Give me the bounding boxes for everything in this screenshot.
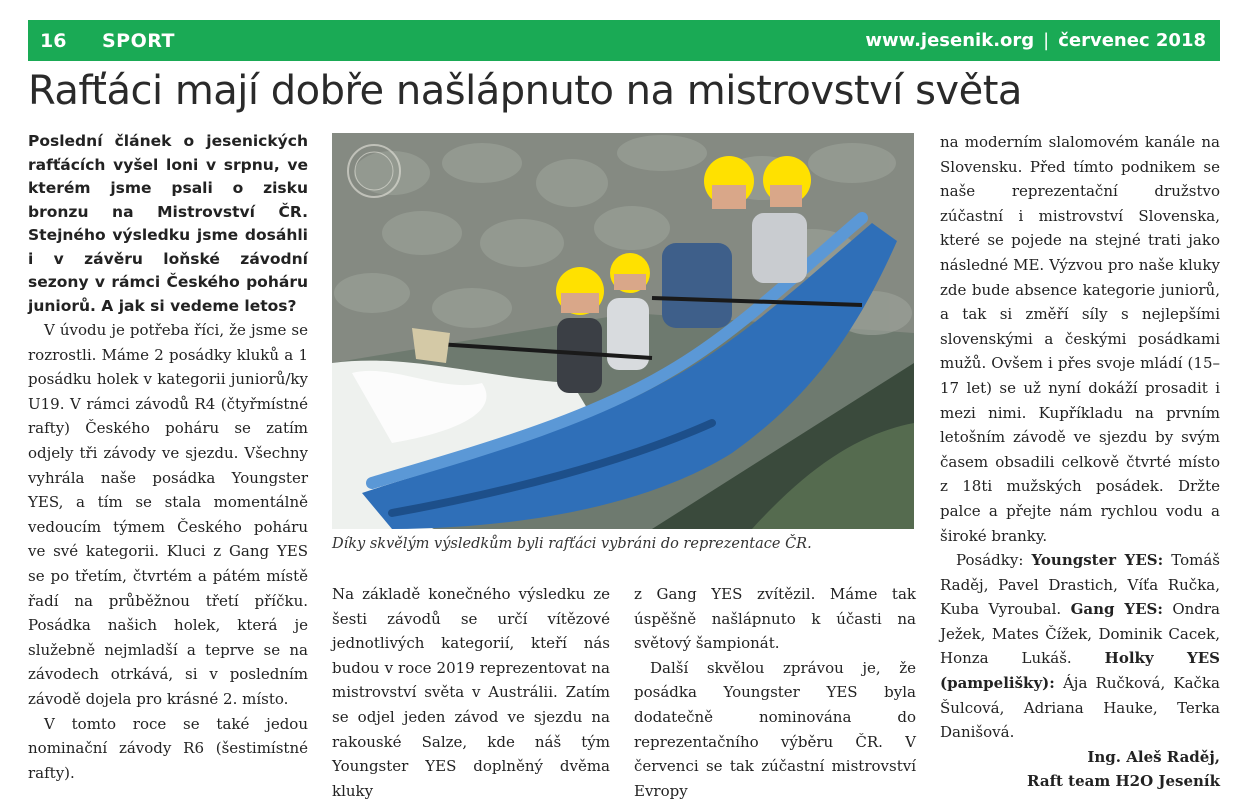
crew2-name: Gang YES: bbox=[1070, 600, 1163, 619]
column-3 bbox=[634, 582, 916, 803]
crews-label: Posádky: bbox=[956, 551, 1024, 570]
crews-paragraph bbox=[940, 548, 1220, 745]
crew3-name: Holky YES (pampelišky): bbox=[940, 649, 1220, 693]
crew1-members: Tomáš Raděj, Pavel Drastich, Víťa Ručka, Kuba Vyroubal. bbox=[940, 551, 1220, 619]
crew1-name: Youngster YES: bbox=[1031, 551, 1164, 570]
col1-paragraph-1: V úvodu je potřeba říci, že jsme se rozrostli. Máme 2 posádky kluků a 1 posádku holek v kategorii juniorů/ky U19. V rámci závodů R4 (čtyřmístné rafty) Českého poháru se zatím odjely tři závody ve sjezdu. Všechny vyhrála naše posádka Youngster YES, a tím se stala momentálně vedoucím týmem Českého poháru ve své kategorii. Kluci z Gang YES se po třetím, čtvrtém a pátém místě řadí na průběžnou třetí příčku. Posádka našich holek, která je služebně nejmladší a teprve se na závodech otrkává, si v posledním závodě dojela pro krásné 2. místo. bbox=[28, 321, 308, 708]
photo-caption: Díky skvělým výsledkům byli rafťáci vybráni do reprezentace ČR. bbox=[332, 536, 812, 552]
col3-paragraph-2: Další skvělou zprávou je, že posádka Youngster YES byla dodatečně nominována do reprezentačního výběru ČR. V červenci se tak zúčastní mistrovství Evropy bbox=[634, 658, 916, 800]
website-link[interactable]: www.jesenik.org bbox=[865, 30, 1035, 51]
article-headline: Rafťáci mají dobře našlápnuto na mistrovství světa bbox=[28, 68, 1022, 114]
col2-paragraph-1: Na základě konečného výsledku ze šesti závodů se určí vítězové jednotlivých kategorií, kteří nás budou v roce 2019 reprezentovat na mistrovství světa v Austrálii. Zatím se odjel jeden závod ve sjezdu na rakouské Salze, kde náš tým Youngster YES doplněný dvěma kluky bbox=[332, 585, 610, 800]
column-1 bbox=[28, 130, 308, 785]
col4-paragraph-1: na moderním slalomovém kanále na Slovensku. Před tímto podnikem se naše reprezentační družstvo zúčastní i mistrovství Slovenska, které se pojede na stejné trati jako následné ME. Výzvou pro naše kluky zde bude absence kategorie juniorů, a tak si změří síly s nejlepšími slovenskými a českými posádkami mužů. Ovšem i přes svoje mládí (15–17 let) se už nyní dokáží prosadit i mezi nimi. Kupříkladu na prvním letošním závodě ve sjezdu by svým časem obsadili celkově čtvrté místo z 18ti mužských posádek. Držte palce a přejte nám rychlou vodu a široké branky. bbox=[940, 133, 1220, 545]
section-label: SPORT bbox=[102, 30, 175, 52]
page-header bbox=[28, 20, 1220, 61]
column-2 bbox=[332, 582, 610, 803]
issue-date: červenec 2018 bbox=[1058, 30, 1206, 51]
col1-paragraph-2: V tomto roce se také jedou nominační závody R6 (šestimístné rafty). bbox=[28, 714, 308, 782]
col3-paragraph-1: z Gang YES zvítězil. Máme tak úspěšně našlápnuto k účasti na světový šampionát. bbox=[634, 585, 916, 653]
author-name: Ing. Aleš Raděj, bbox=[1087, 747, 1220, 766]
author-team: Raft team H2O Jeseník bbox=[1027, 772, 1220, 791]
header-separator: | bbox=[1043, 30, 1050, 51]
rafting-photo-illustration bbox=[332, 133, 914, 529]
rafting-photo bbox=[332, 133, 914, 529]
header-right bbox=[865, 30, 1206, 51]
column-4 bbox=[940, 130, 1220, 794]
crew2-members: Ondra Ježek, Mates Čížek, Dominik Cacek, Honza Lukáš. bbox=[940, 600, 1220, 668]
crew3-members: Ája Ručková, Kačka Šulcová, Adriana Hauke, Terka Danišová. bbox=[940, 674, 1220, 742]
article-lead: Poslední článek o jesenických rafťácích vyšel loni v srpnu, ve kterém jsme psali o zisku bronzu na Mistrovství ČR. Stejného výsledku jsme dosáhli i v závěru loňské závodní sezony v rámci Českého poháru juniorů. A jak si vedeme letos? bbox=[28, 132, 308, 315]
page-number: 16 bbox=[40, 30, 67, 52]
